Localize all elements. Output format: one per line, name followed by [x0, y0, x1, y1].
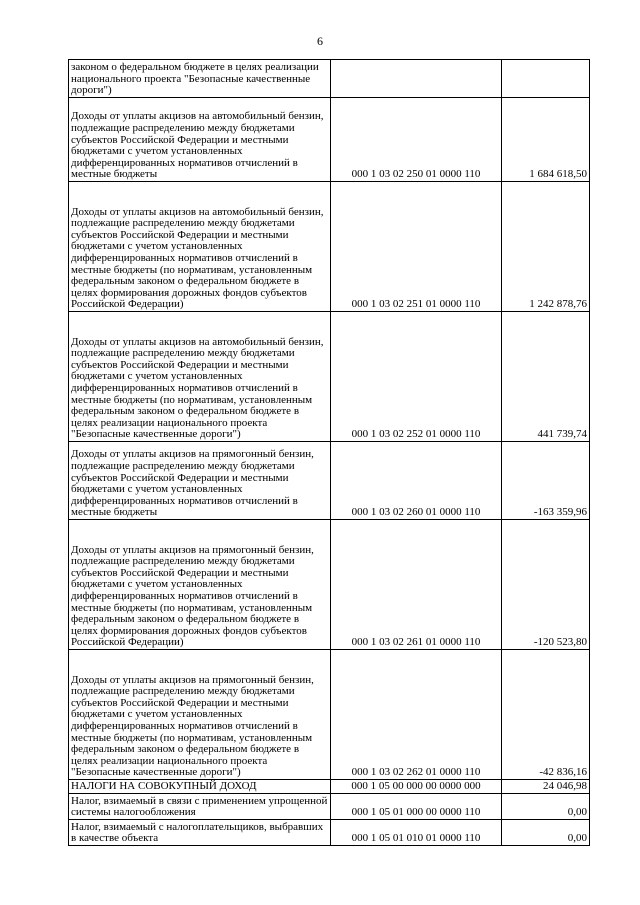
table-row [69, 780, 590, 794]
row-amount: -120 523,80 [502, 520, 590, 650]
table-row [69, 98, 590, 182]
row-amount: -42 836,16 [502, 650, 590, 780]
row-name-cell [69, 442, 331, 520]
row-code: 000 1 05 01 010 01 0000 110 [331, 820, 502, 846]
row-code: 000 1 03 02 260 01 0000 110 [331, 442, 502, 520]
row-name-cell [69, 794, 331, 820]
row-code: 000 1 03 02 262 01 0000 110 [331, 650, 502, 780]
row-code: 000 1 03 02 251 01 0000 110 [331, 182, 502, 312]
row-name-cell [69, 650, 331, 780]
row-code: 000 1 03 02 261 01 0000 110 [331, 520, 502, 650]
row-code: 000 1 05 00 000 00 0000 000 [331, 780, 502, 794]
table-row [69, 312, 590, 442]
row-name: Налог, взимаемый с налогоплательщиков, выбравших в качестве объекта [71, 820, 324, 845]
table-row [69, 820, 590, 846]
row-code: 000 1 03 02 252 01 0000 110 [331, 312, 502, 442]
row-name: Доходы от уплаты акцизов на прямогонный бензин, подлежащие распределению между бюджетами субъектов Российской Федерации и местными бюджетами с учетом установленных дифференцированных нормативов отчислений в местные бюджеты (по нормативам, установленным федеральным законом о федеральном бюджете в целях формирования дорожных фондов субъектов Российской Федерации) [71, 543, 314, 649]
row-code: 000 1 05 01 000 00 0000 110 [331, 794, 502, 820]
row-name: НАЛОГИ НА СОВОКУПНЫЙ ДОХОД [71, 780, 257, 793]
row-name: Доходы от уплаты акцизов на прямогонный бензин, подлежащие распределению между бюджетами субъектов Российской Федерации и местными бюджетами с учетом установленных дифференцированных нормативов отчислений в местные бюджеты [71, 448, 314, 519]
table-row [69, 60, 590, 98]
row-name-cell [69, 182, 331, 312]
row-name: законом о федеральном бюджете в целях реализации национального проекта "Безопасные качественные дороги") [71, 61, 319, 97]
row-name-cell [69, 820, 331, 846]
row-name-cell [69, 520, 331, 650]
table-row [69, 794, 590, 820]
row-name: Доходы от уплаты акцизов на автомобильный бензин, подлежащие распределению между бюджетами субъектов Российской Федерации и местными бюджетами с учетом установленных дифференцированных нормативов отчислений в местные бюджеты [71, 110, 324, 181]
table-row [69, 650, 590, 780]
row-name-cell [69, 60, 331, 98]
row-amount: 1 242 878,76 [502, 182, 590, 312]
row-amount: 0,00 [502, 794, 590, 820]
row-amount [502, 60, 590, 98]
row-name-cell [69, 312, 331, 442]
row-name: Доходы от уплаты акцизов на прямогонный бензин, подлежащие распределению между бюджетами субъектов Российской Федерации и местными бюджетами с учетом установленных дифференцированных нормативов отчислений в местные бюджеты (по нормативам, установленным федеральным законом о федеральном бюджете в целях реализации национального проекта "Безопасные качественные дороги") [71, 673, 314, 779]
row-name: Налог, взимаемый в связи с применением упрощенной системы налогообложения [71, 794, 328, 819]
row-name-cell [69, 780, 331, 794]
row-name: Доходы от уплаты акцизов на автомобильный бензин, подлежащие распределению между бюджетами субъектов Российской Федерации и местными бюджетами с учетом установленных дифференцированных нормативов отчислений в местные бюджеты (по нормативам, установленным федеральным законом о федеральном бюджете в целях формирования дорожных фондов субъектов Российской Федерации) [71, 205, 324, 311]
table-row [69, 182, 590, 312]
row-amount: 24 046,98 [502, 780, 590, 794]
table-row [69, 520, 590, 650]
row-code: 000 1 03 02 250 01 0000 110 [331, 98, 502, 182]
row-amount: -163 359,96 [502, 442, 590, 520]
row-name-cell [69, 98, 331, 182]
row-amount: 0,00 [502, 820, 590, 846]
revenue-table [68, 59, 590, 846]
row-code [331, 60, 502, 98]
row-amount: 441 739,74 [502, 312, 590, 442]
row-name: Доходы от уплаты акцизов на автомобильный бензин, подлежащие распределению между бюджетами субъектов Российской Федерации и местными бюджетами с учетом установленных дифференцированных нормативов отчислений в местные бюджеты (по нормативам, установленным федеральным законом о федеральном бюджете в целях реализации национального проекта "Безопасные качественные дороги") [71, 335, 324, 441]
page-number: 6 [317, 34, 323, 48]
table-row [69, 442, 590, 520]
row-amount: 1 684 618,50 [502, 98, 590, 182]
